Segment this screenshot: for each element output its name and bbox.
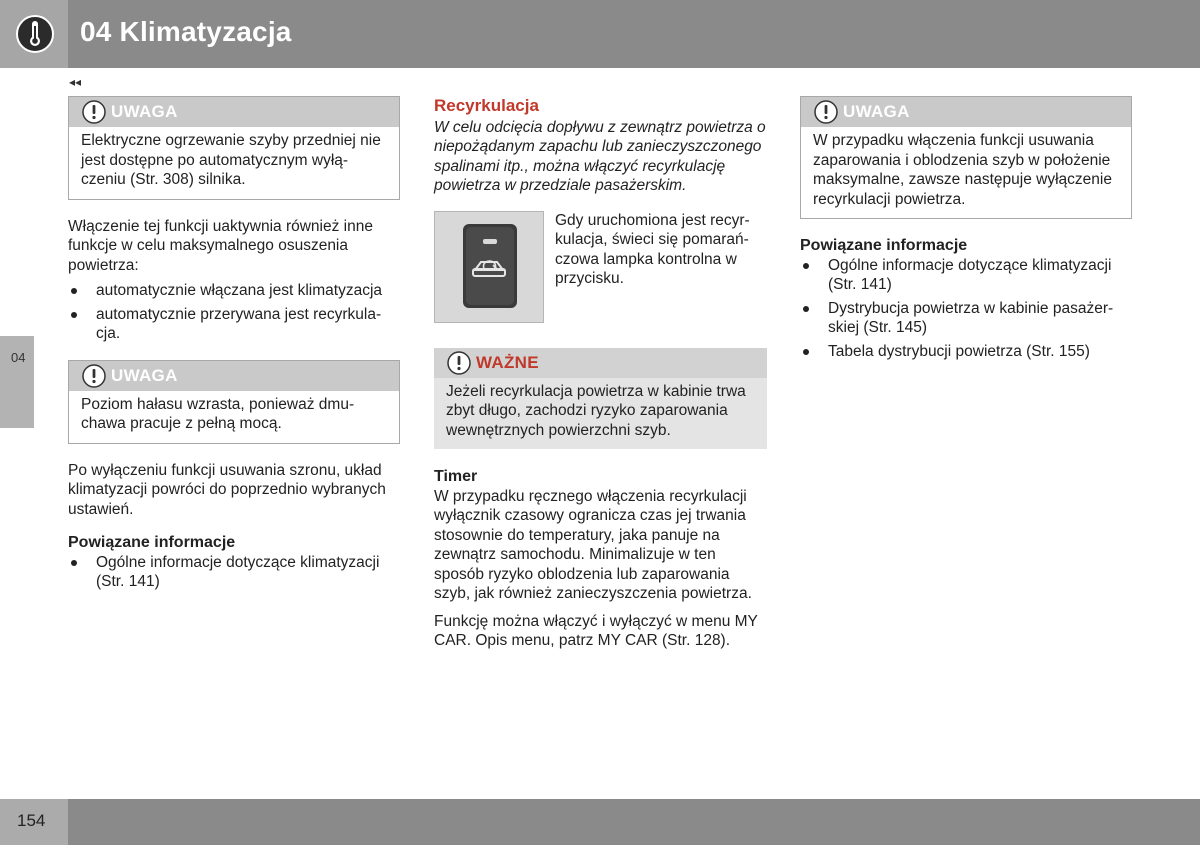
- list-item: automatycznie włączana jest klimatyzacja: [68, 281, 400, 301]
- note-text: W przypadku włączenia funkcji usuwania zaparowania i oblodzenia szyb w położenie maksymalne, zawsze następuje wyłączenie recyrkulacji powietrza.: [813, 132, 1112, 208]
- note-text: Poziom hałasu wzrasta, ponieważ dmuchawa pracuje z pełną mocą.: [81, 395, 355, 432]
- note-header: [69, 97, 399, 127]
- column-2: [434, 96, 767, 651]
- timer-text: W przypadku ręcznego włączenia recyrkulacji wyłącznik czasowy ogranicza czas jej trwania stosownie do temperatury, jaka panuje na zewnątrz samochodu. Minimalizuje w ten sposób ryzyko oblodzenia lub zaparowania szyb, jak również zanieczyszczenia powietrza.: [434, 487, 752, 602]
- note-header: [69, 361, 399, 391]
- exclamation-icon: [447, 351, 471, 375]
- note-header: [434, 348, 767, 378]
- note-header: [801, 97, 1131, 127]
- related-heading: Powiązane informacje: [68, 534, 236, 551]
- page-number: 154: [17, 811, 46, 830]
- column-1: [68, 96, 400, 596]
- recirculation-button-image: [434, 211, 544, 323]
- note-box-1: [68, 96, 400, 200]
- note-box-3: [800, 96, 1132, 219]
- intro-text: W celu odcięcia dopływu z zewnątrz powietrza o niepożądanym zapachu lub zanieczyszczonego spalinami itp., można włączyć recyrkulację powietrza w przedziale pasażerskim.: [434, 118, 766, 194]
- related-list: [800, 256, 1132, 362]
- list-item: Tabela dystrybucji powietrza (Str. 155): [800, 342, 1132, 362]
- image-row: [434, 211, 767, 323]
- recirculation-button-icon: [435, 212, 543, 322]
- chapter-icon-box: [0, 0, 68, 68]
- list-item: Ogólne informacje dotyczące klimatyzacji (Str. 141): [68, 553, 400, 592]
- related-heading: Powiązane informacje: [800, 237, 968, 254]
- note-box-2: [68, 360, 400, 444]
- thermometer-icon: [15, 14, 55, 54]
- page-header: [0, 0, 1200, 68]
- page-footer: [0, 799, 1200, 845]
- paragraph-1: Włączenie tej funkcji uaktywnia również inne funkcje w celu maksymalnego osuszenia powietrza:: [68, 217, 373, 274]
- important-text: Jeżeli recyrkulacja powietrza w kabinie trwa zbyt długo, zachodzi ryzyko zaparowania wewnętrznych powierzchni szyb.: [446, 382, 746, 439]
- page-title: 04 Klimatyzacja: [80, 16, 292, 47]
- related-list: [68, 553, 400, 592]
- list-item: Dystrybucja powietrza w kabinie pasażerskiej (Str. 145): [800, 299, 1132, 338]
- note-text: Elektryczne ogrzewanie szyby przedniej nie jest dostępne po automatycznym wyłączeniu (Str. 308) silnika.: [81, 132, 381, 188]
- paragraph-2: Po wyłączeniu funkcji usuwania szronu, układ klimatyzacji powróci do poprzednio wybranych ustawień.: [68, 461, 386, 518]
- exclamation-icon: [814, 100, 838, 124]
- back-marker: ◂◂: [69, 75, 82, 89]
- bullet-list-1: [68, 281, 400, 344]
- note-label: UWAGA: [111, 365, 178, 385]
- exclamation-icon: [82, 100, 106, 124]
- section-heading: Recyrkulacja: [434, 96, 539, 115]
- list-item: automatycznie przerywana jest recyrkulacja.: [68, 305, 400, 344]
- list-item: Ogólne informacje dotyczące klimatyzacji (Str. 141): [800, 256, 1132, 295]
- exclamation-icon: [82, 364, 106, 388]
- note-label: UWAGA: [111, 102, 178, 121]
- timer-heading: Timer: [434, 468, 478, 485]
- chapter-side-tab-label: 04: [11, 350, 26, 365]
- column-3: [800, 96, 1132, 365]
- image-caption: Gdy uruchomiona jest recyrkulacja, świeci się pomarańczowa lampka kontrolna w przycisku.: [555, 211, 750, 287]
- important-box: [434, 348, 767, 450]
- note-label: UWAGA: [843, 102, 910, 121]
- important-label: WAŻNE: [476, 352, 539, 372]
- chapter-side-tab: [0, 336, 34, 428]
- page-number-box: [0, 799, 68, 845]
- menu-text: Funkcję można włączyć i wyłączyć w menu MY CAR. Opis menu, patrz MY CAR (Str. 128).: [434, 612, 758, 649]
